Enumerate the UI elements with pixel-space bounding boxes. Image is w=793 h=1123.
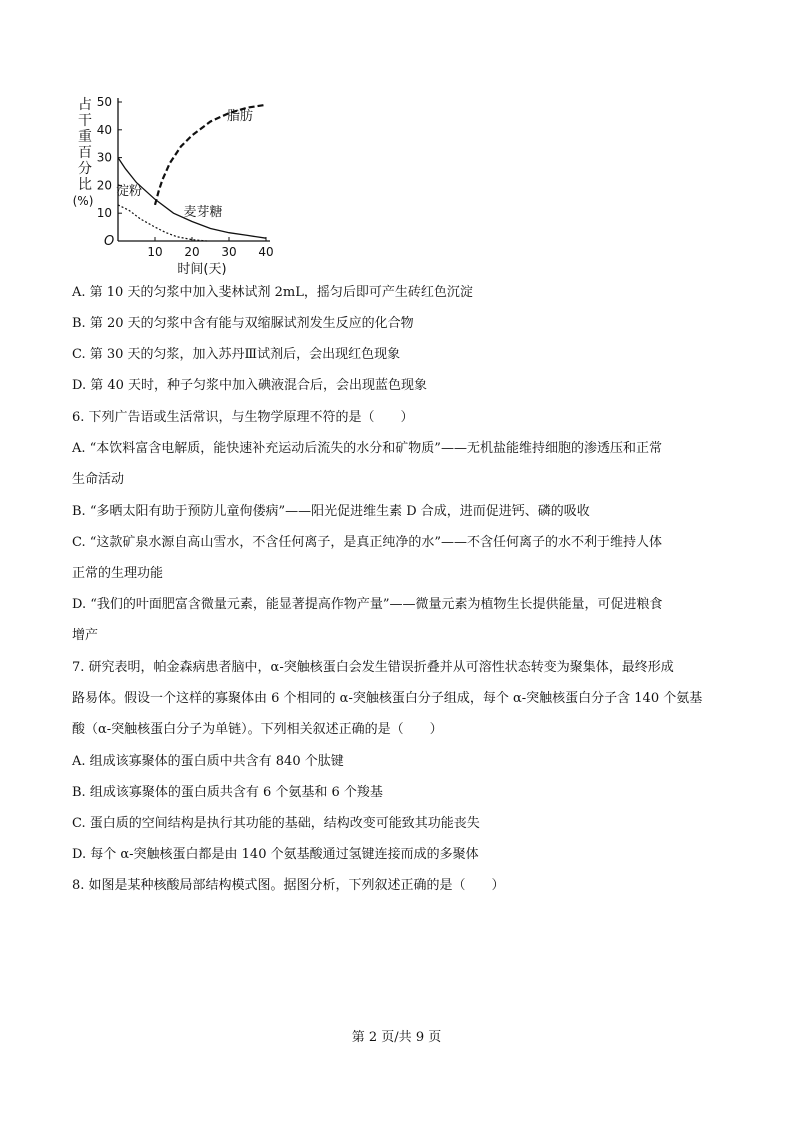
y-tick-label: 30	[96, 150, 112, 165]
x-tick-label: 10	[147, 245, 163, 259]
y-tick-label: 50	[96, 95, 112, 109]
q6-option-a: A. “本饮料富含电解质，能快速补充运动后流失的水分和矿物质”——无机盐能维持细胞的渗透压和正常	[72, 441, 662, 456]
q6-option-a-cont: 生命活动	[72, 472, 125, 487]
y-axis-label-char: 比	[78, 177, 92, 193]
q6-option-d: D. “我们的叶面肥富含微量元素，能显著提高作物产量”——微量元素为植物生长提供能量，可促进粮食	[72, 597, 663, 612]
chart-plot	[70, 92, 290, 277]
q6-stem: 6. 下列广告语或生活常识，与生物学原理不符的是（ ）	[72, 410, 414, 425]
y-tick-label: 40	[96, 122, 112, 137]
q7-option-c: C. 蛋白质的空间结构是执行其功能的基础，结构改变可能致其功能丧失	[72, 816, 480, 831]
y-axis-label-char: 百	[78, 145, 92, 161]
x-tick-label: 40	[258, 245, 274, 259]
x-axis-title: 时间(天)	[177, 262, 227, 277]
q5-option-c: C. 第 30 天的匀浆，加入苏丹Ⅲ试剂后，会出现红色现象	[72, 347, 401, 362]
y-axis-label-char: 分	[78, 161, 92, 177]
y-axis-label-char: 重	[78, 129, 92, 145]
q5-option-a: A. 第 10 天的匀浆中加入斐林试剂 2mL，摇匀后即可产生砖红色沉淀	[72, 285, 473, 300]
q7-stem-line3: 酸（α-突触核蛋白分子为单链）。下列相关叙述正确的是（ ）	[72, 722, 443, 737]
y-axis-unit: (%)	[72, 194, 94, 208]
q7-option-a: A. 组成该寡聚体的蛋白质中共含有 840 个肽键	[72, 754, 344, 769]
q7-stem-line2: 路易体。假设一个这样的寡聚体由 6 个相同的 α-突触核蛋白分子组成，每个 α-突触核蛋白分子含 140 个氨基	[72, 691, 703, 706]
x-tick-label: 30	[221, 245, 237, 259]
x-tick-label: 20	[184, 245, 200, 259]
chart-figure	[70, 92, 290, 277]
series-label: 淀粉	[116, 184, 143, 199]
y-tick-label: 10	[96, 206, 112, 221]
q6-option-b: B. “多晒太阳有助于预防儿童佝偻病”——阳光促进维生素 D 合成，进而促进钙、磷的吸收	[72, 504, 590, 519]
y-tick-label: 20	[96, 178, 112, 193]
page-footer: 第 2 页/共 9 页	[351, 1030, 442, 1045]
origin-label: O	[104, 234, 115, 249]
q6-option-c: C. “这款矿泉水源自高山雪水，不含任何离子，是真正纯净的水”——不含任何离子的水不利于维持人体	[72, 535, 663, 550]
series-label: 麦芽糖	[183, 205, 223, 220]
q6-option-c-cont: 正常的生理功能	[72, 566, 164, 581]
q7-stem-line1: 7. 研究表明，帕金森病患者脑中，α-突触核蛋白会发生错误折叠并从可溶性状态转变为聚集体，最终形成	[72, 660, 674, 675]
q5-option-d: D. 第 40 天时，种子匀浆中加入碘液混合后，会出现蓝色现象	[72, 378, 428, 393]
q7-option-b: B. 组成该寡聚体的蛋白质共含有 6 个氨基和 6 个羧基	[72, 785, 383, 800]
q5-option-b: B. 第 20 天的匀浆中含有能与双缩脲试剂发生反应的化合物	[72, 316, 414, 331]
q6-option-d-cont: 增产	[72, 628, 99, 643]
series-label: 脂肪	[226, 109, 254, 124]
q7-option-d: D. 每个 α-突触核蛋白都是由 140 个氨基酸通过氢键连接而成的多聚体	[72, 847, 479, 862]
y-axis-label-char: 占	[78, 97, 92, 113]
y-axis-label-char: 干	[78, 113, 92, 129]
q8-stem: 8. 如图是某种核酸局部结构模式图。据图分析，下列叙述正确的是（ ）	[72, 878, 505, 893]
